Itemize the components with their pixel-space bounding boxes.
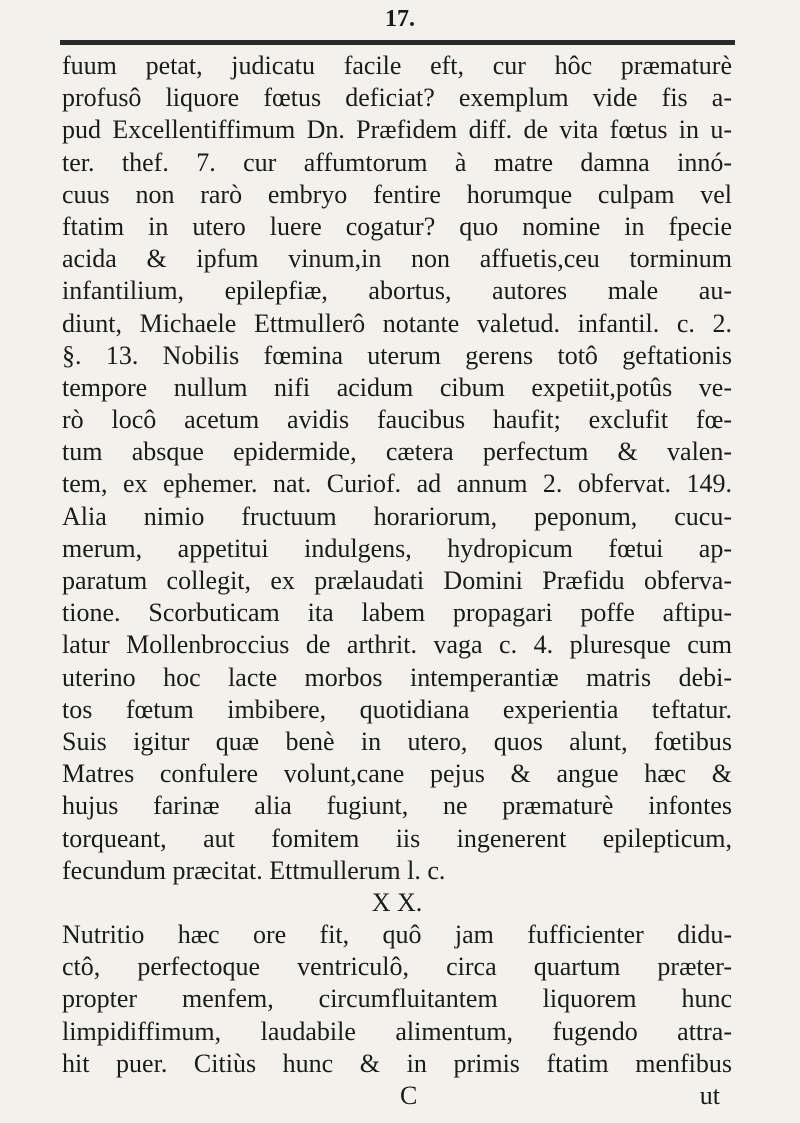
- text-line: tempore nullum nifi acidum cibum expetiit,potûs ve-: [62, 372, 732, 402]
- text-line: §. 13. Nobilis fœmina uterum gerens totô geftationis: [62, 340, 732, 370]
- text-line: paratum collegit, ex prælaudati Domini Præfidu obferva-: [62, 566, 732, 595]
- catchword-line: [62, 1080, 732, 1112]
- text-line: tos fœtum imbibere, quotidiana experientia teftatur.: [62, 694, 732, 724]
- text-line: ftatim in utero luere cogatur? quo nomine in fpecie: [62, 211, 732, 241]
- text-block: [62, 50, 732, 1112]
- text-line: limpidiffimum, laudabile alimentum, fugendo attra-: [62, 1016, 732, 1046]
- text-line: fuum petat, judicatu facile eft, cur hôc præmaturè: [62, 51, 732, 80]
- text-line: acida & ipfum vinum,in non affuetis,ceu torminum: [62, 244, 732, 274]
- text-line: pud Excellentiffimum Dn. Præfidem diff. de vita fœtus in u-: [62, 115, 732, 145]
- page-number: 17.: [385, 6, 415, 32]
- text-line: tem, ex ephemer. nat. Curiof. ad annum 2. obfervat. 149.: [62, 469, 732, 499]
- signature-mark: C: [400, 1081, 418, 1110]
- text-line: rò locô acetum avidis faucibus haufit; exclufit fœ-: [62, 405, 732, 435]
- section-heading: X X.: [371, 887, 423, 917]
- text-line: diunt, Michaele Ettmullerô notante valetud. infantil. c. 2.: [62, 308, 732, 338]
- text-line: hujus farinæ alia fugiunt, ne præmaturè infontes: [62, 791, 732, 821]
- text-line: torqueant, aut fomitem iis ingenerent epilepticum,: [62, 823, 732, 853]
- text-line: ctô, perfectoque ventriculô, circa quartum præter-: [62, 952, 732, 982]
- text-line: Nutritio hæc ore fit, quô jam fufficienter didu-: [62, 920, 732, 950]
- text-line: tione. Scorbuticam ita labem propagari poffe aftipu-: [62, 598, 732, 628]
- text-line: profusô liquore fœtus deficiat? exemplum vide fis a-: [62, 83, 732, 113]
- text-line: Alia nimio fructuum horariorum, peponum, cucu-: [62, 501, 732, 531]
- text-line: infantilium, epilepfiæ, abortus, autores male au-: [62, 276, 732, 306]
- text-line: uterino hoc lacte morbos intemperantiæ matris debi-: [62, 662, 732, 692]
- text-line: hit puer. Citiùs hunc & in primis ftatim menfibus: [62, 1048, 732, 1078]
- text-line: latur Mollenbroccius de arthrit. vaga c. 4. pluresque cum: [62, 630, 732, 660]
- text-line: tum absque epidermide, cætera perfectum & valen-: [62, 437, 732, 467]
- text-line: propter menfem, circumfluitantem liquorem hunc: [62, 984, 732, 1014]
- header-rule: [60, 40, 735, 45]
- text-line: Matres confulere volunt,cane pejus & angue hæc &: [62, 759, 732, 789]
- text-line: ter. thef. 7. cur affumtorum à matre damna innó-: [62, 147, 732, 177]
- text-line: Suis igitur quæ benè in utero, quos alunt, fœtibus: [62, 726, 732, 756]
- text-line: fecundum præcitat. Ettmullerum l. c.: [62, 855, 446, 885]
- catchword: ut: [699, 1081, 720, 1110]
- text-line: cuus non rarò embryo fentire horumque culpam vel: [62, 179, 732, 209]
- text-line: merum, appetitui indulgens, hydropicum fœtui ap-: [62, 533, 732, 563]
